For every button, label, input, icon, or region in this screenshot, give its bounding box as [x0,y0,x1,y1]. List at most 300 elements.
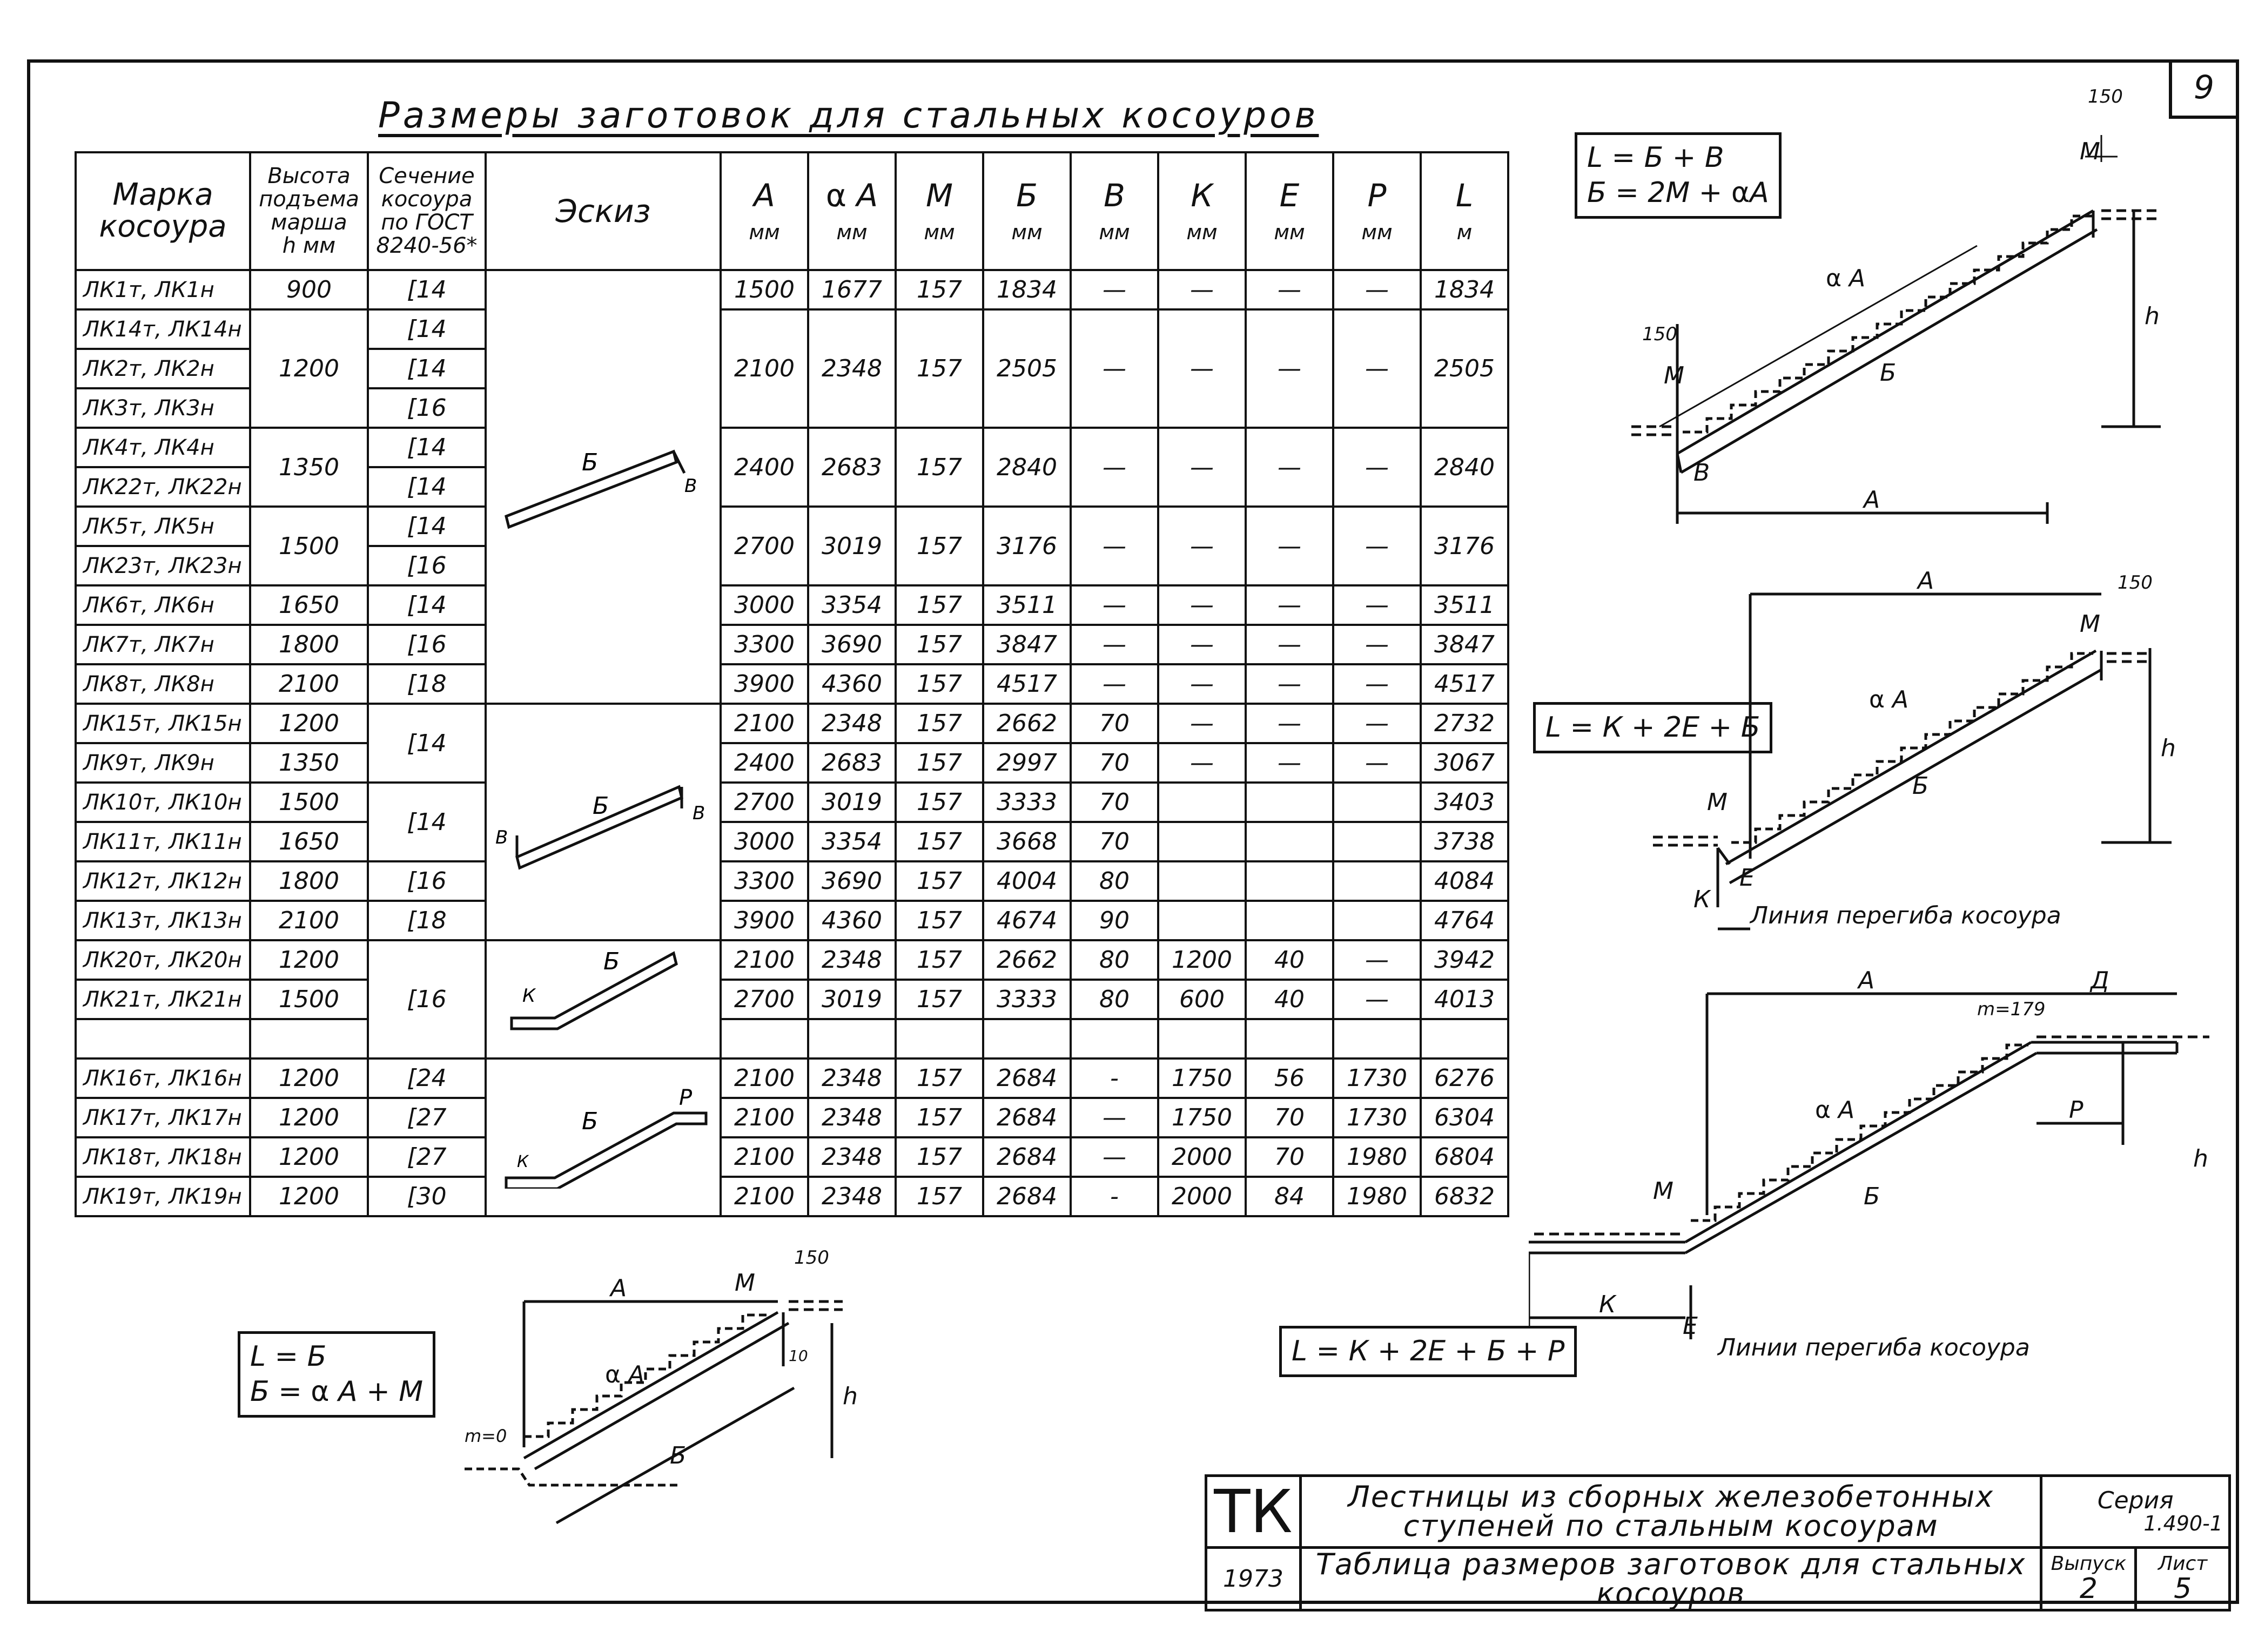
series-label: Серия [2097,1486,2174,1514]
cell-K: — [1158,309,1246,428]
cell-height: 1800 [250,861,368,901]
table-row [76,1177,1508,1216]
header-col-unit: мм [1274,220,1305,244]
diagram1-label-M2: М [1664,362,1684,389]
cell-mark: ЛК17т, ЛК17н [76,1098,250,1137]
cell-M: 157 [896,428,983,507]
table-row [76,270,1508,309]
cell-P: 1980 [1333,1137,1421,1177]
cell-E: — [1246,507,1333,585]
issue-cell [2041,1548,2136,1610]
cell-V: 80 [1071,980,1158,1019]
cell-E: 40 [1246,940,1333,980]
cell-P: — [1333,704,1421,743]
cell-A: 2100 [721,940,808,980]
title-block-code: ТК [1206,1476,1301,1548]
cell-M: 157 [896,507,983,585]
header-col-label: В [1104,177,1125,214]
table-row [76,704,1508,743]
cell-aA: 3690 [808,625,896,664]
cell-V: — [1071,507,1158,585]
cell-B: 3847 [983,625,1071,664]
cell-P [1333,901,1421,940]
table-header-row [76,152,1508,270]
sketch2-label-B: Б [592,792,609,820]
cell-V: - [1071,1058,1158,1098]
diagram4-label-150: 150 [794,1247,829,1269]
cell-A: 2100 [721,1098,808,1137]
cell-M: 157 [896,309,983,428]
header-col-label: К [1191,177,1213,214]
cell-A: 3000 [721,822,808,861]
title-block-name-bottom: Таблица размеров заготовок для стальных косоуров [1300,1548,2041,1610]
cell-mark: ЛК4т, ЛК4н [76,428,250,467]
table-row [76,743,1508,783]
cell-section: [16 [368,546,486,585]
cell-aA: 3354 [808,585,896,625]
header-col-label: Б [1016,177,1038,214]
cell-K: — [1158,704,1246,743]
sheet-value: 5 [2174,1573,2192,1606]
series-value: 1.490-1 [2143,1512,2223,1536]
cell-M: 157 [896,743,983,783]
diagram1-label-M: М [2080,138,2100,165]
cell-E [1246,822,1333,861]
cell-section: [14 [368,467,486,507]
cell-M: 157 [896,783,983,822]
cell-B: 2684 [983,1177,1071,1216]
cell-L: 3847 [1421,625,1508,664]
cell-empty [1158,1019,1246,1058]
cell-section: [14 [368,585,486,625]
header-col-label: Р [1367,177,1387,214]
diagram3-label-B: Б [1864,1183,1880,1210]
cell-V: - [1071,1177,1158,1216]
sketch2-label-V2: В [692,802,705,824]
cell-height: 1200 [250,1177,368,1216]
cell-E: 70 [1246,1098,1333,1137]
header-col-8 [1421,152,1508,270]
header-col-unit: мм [836,220,868,244]
cell-height: 1800 [250,625,368,664]
header-col-5 [1158,152,1246,270]
cell-section: [16 [368,940,486,1058]
table-row [76,585,1508,625]
cell-K: 1200 [1158,940,1246,980]
cell-P: — [1333,940,1421,980]
cell-section: [27 [368,1098,486,1137]
cell-P: — [1333,428,1421,507]
cell-height: 2100 [250,664,368,704]
cell-height: 1200 [250,704,368,743]
diagram1-label-150b: 150 [1642,323,1677,345]
diagram2-label-K: К [1693,886,1711,913]
cell-L: 2840 [1421,428,1508,507]
cell-empty [250,1019,368,1058]
diagram2-label-M: М [2080,610,2100,638]
cell-section: [16 [368,625,486,664]
stringer-diagram-3 [1529,961,2226,1372]
cell-L: 2732 [1421,704,1508,743]
cell-empty [1246,1019,1333,1058]
cell-aA: 3019 [808,783,896,822]
cell-aA: 2683 [808,428,896,507]
cell-section: [14 [368,507,486,546]
cell-section: [16 [368,861,486,901]
cell-A: 2100 [721,1058,808,1098]
cell-L: 1834 [1421,270,1508,309]
cell-M: 157 [896,861,983,901]
cell-K: — [1158,625,1246,664]
diagram2-bend-line: Линия перегиба косоура [1750,902,2061,929]
diagram4-label-aA: ⍺ А [605,1361,645,1388]
sketch4-label-K: К [516,1152,528,1171]
cell-B: 3333 [983,783,1071,822]
cell-E: 70 [1246,1137,1333,1177]
sketch3-label-K: К [522,985,535,1007]
cell-K: 600 [1158,980,1246,1019]
formula-box-2: L = К + 2Е + Б [1533,702,1772,753]
cell-K: — [1158,270,1246,309]
sheet-cell [2136,1548,2230,1610]
cell-A: 2700 [721,507,808,585]
header-col-4 [1071,152,1158,270]
header-col-unit: мм [1186,220,1218,244]
cell-section: [18 [368,901,486,940]
cell-empty [721,1019,808,1058]
cell-B: 2684 [983,1058,1071,1098]
cell-E: — [1246,309,1333,428]
diagram3-label-D: Д [2091,967,2109,994]
cell-section: [14 [368,704,486,783]
cell-sketch [486,940,721,1058]
cell-mark: ЛК11т, ЛК11н [76,822,250,861]
cell-M: 157 [896,940,983,980]
cell-L: 3942 [1421,940,1508,980]
cell-L: 4517 [1421,664,1508,704]
cell-M: 157 [896,1058,983,1098]
cell-K: 1750 [1158,1098,1246,1137]
table-row [76,309,1508,349]
sketch4-label-B: Б [581,1107,598,1135]
cell-B: 1834 [983,270,1071,309]
cell-mark: ЛК7т, ЛК7н [76,625,250,664]
cell-V: 70 [1071,743,1158,783]
cell-K: — [1158,507,1246,585]
diagram2-label-150: 150 [2118,572,2153,594]
cell-mark: ЛК3т, ЛК3н [76,388,250,428]
cell-height: 1350 [250,428,368,507]
table-title: Размеры заготовок для стальных косоуров [378,95,1319,136]
header-col-unit: мм [1011,220,1043,244]
diagram1-label-h: h [2145,302,2160,330]
cell-height: 1350 [250,743,368,783]
cell-P: — [1333,664,1421,704]
table-row [76,1058,1508,1098]
header-col-unit: мм [749,220,780,244]
diagram2-label-B: Б [1912,772,1929,800]
title-block-year: 1973 [1206,1548,1301,1610]
cell-M: 157 [896,1177,983,1216]
cell-L: 4764 [1421,901,1508,940]
cell-height: 1200 [250,1058,368,1098]
diagram3-label-A: А [1858,967,1875,994]
cell-B: 3511 [983,585,1071,625]
cell-B: 2662 [983,940,1071,980]
cell-A: 2700 [721,783,808,822]
cell-P: — [1333,743,1421,783]
sketch-sketch4 [495,1081,711,1189]
sheet-number: 9 [2193,69,2215,106]
cell-V: — [1071,625,1158,664]
cell-section: [18 [368,664,486,704]
cell-aA: 2348 [808,704,896,743]
cell-V: — [1071,309,1158,428]
sketch3-label-B: Б [603,948,620,975]
cell-empty [76,1019,250,1058]
cell-height: 1650 [250,585,368,625]
cell-aA: 2348 [808,940,896,980]
cell-K: — [1158,664,1246,704]
cell-L: 4013 [1421,980,1508,1019]
cell-P: — [1333,625,1421,664]
table-row [76,783,1508,822]
cell-B: 2840 [983,428,1071,507]
sheet-label: Лист [2158,1553,2208,1575]
cell-B: 2997 [983,743,1071,783]
cell-section: [14 [368,783,486,861]
diagram1-label-B: Б [1880,359,1897,387]
cell-K: 2000 [1158,1137,1246,1177]
header-col-1 [808,152,896,270]
diagram3-label-M: М [1653,1177,1673,1205]
cell-aA: 3690 [808,861,896,901]
cell-sketch [486,270,721,704]
cell-P: 1730 [1333,1058,1421,1098]
header-col-7 [1333,152,1421,270]
diagram3-label-K: К [1599,1291,1616,1318]
cell-E: — [1246,585,1333,625]
cell-B: 3333 [983,980,1071,1019]
header-col-3 [983,152,1071,270]
cell-V: — [1071,664,1158,704]
cell-L: 6804 [1421,1137,1508,1177]
header-col-unit: мм [1361,220,1393,244]
diagram4-label-10: 10 [789,1347,808,1365]
cell-aA: 2348 [808,309,896,428]
cell-K: 1750 [1158,1058,1246,1098]
diagram4-label-M: М [735,1269,755,1297]
cell-height: 1650 [250,822,368,861]
cell-P [1333,783,1421,822]
cell-mark: ЛК13т, ЛК13н [76,901,250,940]
cell-M: 157 [896,1137,983,1177]
cell-section: [14 [368,349,486,388]
diagram1-label-V: В [1693,459,1710,487]
cell-M: 157 [896,704,983,743]
sketch4-label-P: Р [678,1085,692,1110]
header-sketch: Эскиз [486,152,721,270]
cell-aA: 2348 [808,1177,896,1216]
cell-sketch [486,1058,721,1216]
diagram1-label-aA: ⍺ А [1826,265,1866,292]
cell-aA: 2348 [808,1058,896,1098]
cell-empty [896,1019,983,1058]
cell-mark: ЛК18т, ЛК18н [76,1137,250,1177]
cell-aA: 3019 [808,507,896,585]
cell-A: 2100 [721,704,808,743]
sketch-sketch2 [495,765,711,873]
title-block-series-cell [2041,1476,2230,1548]
formula-box-3: L = К + 2Е + Б + Р [1279,1326,1577,1377]
cell-L: 3403 [1421,783,1508,822]
cell-mark: ЛК22т, ЛК22н [76,467,250,507]
stringer-diagram-2 [1631,556,2226,945]
cell-aA: 2683 [808,743,896,783]
table-row [76,625,1508,664]
cell-E: — [1246,743,1333,783]
cell-mark: ЛК1т, ЛК1н [76,270,250,309]
cell-M: 157 [896,270,983,309]
cell-V: — [1071,1098,1158,1137]
cell-mark: ЛК10т, ЛК10н [76,783,250,822]
table-row-empty [76,1019,1508,1058]
cell-aA: 2348 [808,1137,896,1177]
cell-M: 157 [896,625,983,664]
header-col-2 [896,152,983,270]
cell-L: 4084 [1421,861,1508,901]
diagram1-label-150: 150 [2088,86,2123,107]
cell-A: 2400 [721,743,808,783]
cell-L: 6276 [1421,1058,1508,1098]
cell-E [1246,901,1333,940]
cell-K [1158,901,1246,940]
cell-M: 157 [896,822,983,861]
cell-P [1333,861,1421,901]
header-col-label: А [754,177,775,214]
diagram3-bend-lines: Линии перегиба косоура [1718,1334,2030,1361]
cell-aA: 4360 [808,901,896,940]
cell-L: 2505 [1421,309,1508,428]
cell-A: 3900 [721,664,808,704]
issue-label: Выпуск [2051,1553,2127,1575]
cell-L: 3738 [1421,822,1508,861]
diagram2-label-A: А [1918,567,1934,595]
sketch-sketch3 [495,942,711,1050]
cell-L: 3067 [1421,743,1508,783]
cell-E: — [1246,704,1333,743]
diagram4-label-h: h [843,1383,858,1410]
table-row [76,940,1508,980]
cell-aA: 3354 [808,822,896,861]
dimensions-table [75,151,1509,1217]
cell-A: 3900 [721,901,808,940]
header-height: Высота подъема марша h мм [250,152,368,270]
table-row [76,861,1508,901]
cell-V: 90 [1071,901,1158,940]
cell-mark: ЛК8т, ЛК8н [76,664,250,704]
cell-E [1246,861,1333,901]
cell-V: — [1071,428,1158,507]
cell-E: — [1246,270,1333,309]
cell-K: — [1158,428,1246,507]
cell-K [1158,822,1246,861]
cell-P: 1730 [1333,1098,1421,1137]
cell-B: 2662 [983,704,1071,743]
sketch2-label-V: В [495,826,508,848]
cell-L: 6304 [1421,1098,1508,1137]
table-row [76,980,1508,1019]
cell-E [1246,783,1333,822]
cell-mark: ЛК21т, ЛК21н [76,980,250,1019]
cell-A: 2700 [721,980,808,1019]
stringer-diagram-1 [1599,81,2220,540]
cell-E: — [1246,428,1333,507]
cell-K: — [1158,585,1246,625]
cell-K: 2000 [1158,1177,1246,1216]
cell-E: 56 [1246,1058,1333,1098]
cell-L: 6832 [1421,1177,1508,1216]
diagram4-label-m0: m=0 [465,1426,507,1446]
diagram4-label-A: А [610,1275,627,1302]
cell-B: 2684 [983,1137,1071,1177]
cell-E: 84 [1246,1177,1333,1216]
cell-P [1333,822,1421,861]
cell-E: — [1246,625,1333,664]
cell-A: 2400 [721,428,808,507]
cell-B: 4674 [983,901,1071,940]
cell-V: 70 [1071,783,1158,822]
formula-box-4: L = Б Б = ⍺ А + М [238,1331,435,1418]
cell-section: [24 [368,1058,486,1098]
sketch-sketch1 [495,430,711,538]
cell-A: 2100 [721,1177,808,1216]
cell-height: 1500 [250,783,368,822]
cell-B: 4004 [983,861,1071,901]
title-block [1205,1474,2231,1611]
table-row [76,822,1508,861]
diagram3-label-aA: ⍺ А [1815,1096,1855,1124]
table-row [76,664,1508,704]
cell-height: 900 [250,270,368,309]
diagram1-label-A: А [1864,486,1880,514]
cell-A: 1500 [721,270,808,309]
cell-E: 40 [1246,980,1333,1019]
cell-empty [983,1019,1071,1058]
formula-box-1: L = Б + В Б = 2М + ⍺А [1575,132,1782,219]
cell-V: 70 [1071,822,1158,861]
cell-mark: ЛК16т, ЛК16н [76,1058,250,1098]
cell-aA: 1677 [808,270,896,309]
diagram2-label-h: h [2161,734,2176,762]
cell-L: 3176 [1421,507,1508,585]
table-row [76,428,1508,467]
diagram3-label-h: h [2193,1145,2208,1172]
header-section: Сечение косоура по ГОСТ 8240-56* [368,152,486,270]
stringer-diagram-4 [443,1242,929,1528]
cell-P: 1980 [1333,1177,1421,1216]
header-col-unit: мм [924,220,955,244]
header-col-6 [1246,152,1333,270]
sketch1-label-B: Б [581,449,598,476]
cell-K: — [1158,743,1246,783]
diagram2-label-E: Е [1739,864,1755,892]
cell-V: — [1071,270,1158,309]
cell-mark: ЛК19т, ЛК19н [76,1177,250,1216]
cell-mark: ЛК15т, ЛК15н [76,704,250,743]
cell-empty [808,1019,896,1058]
cell-empty [1333,1019,1421,1058]
